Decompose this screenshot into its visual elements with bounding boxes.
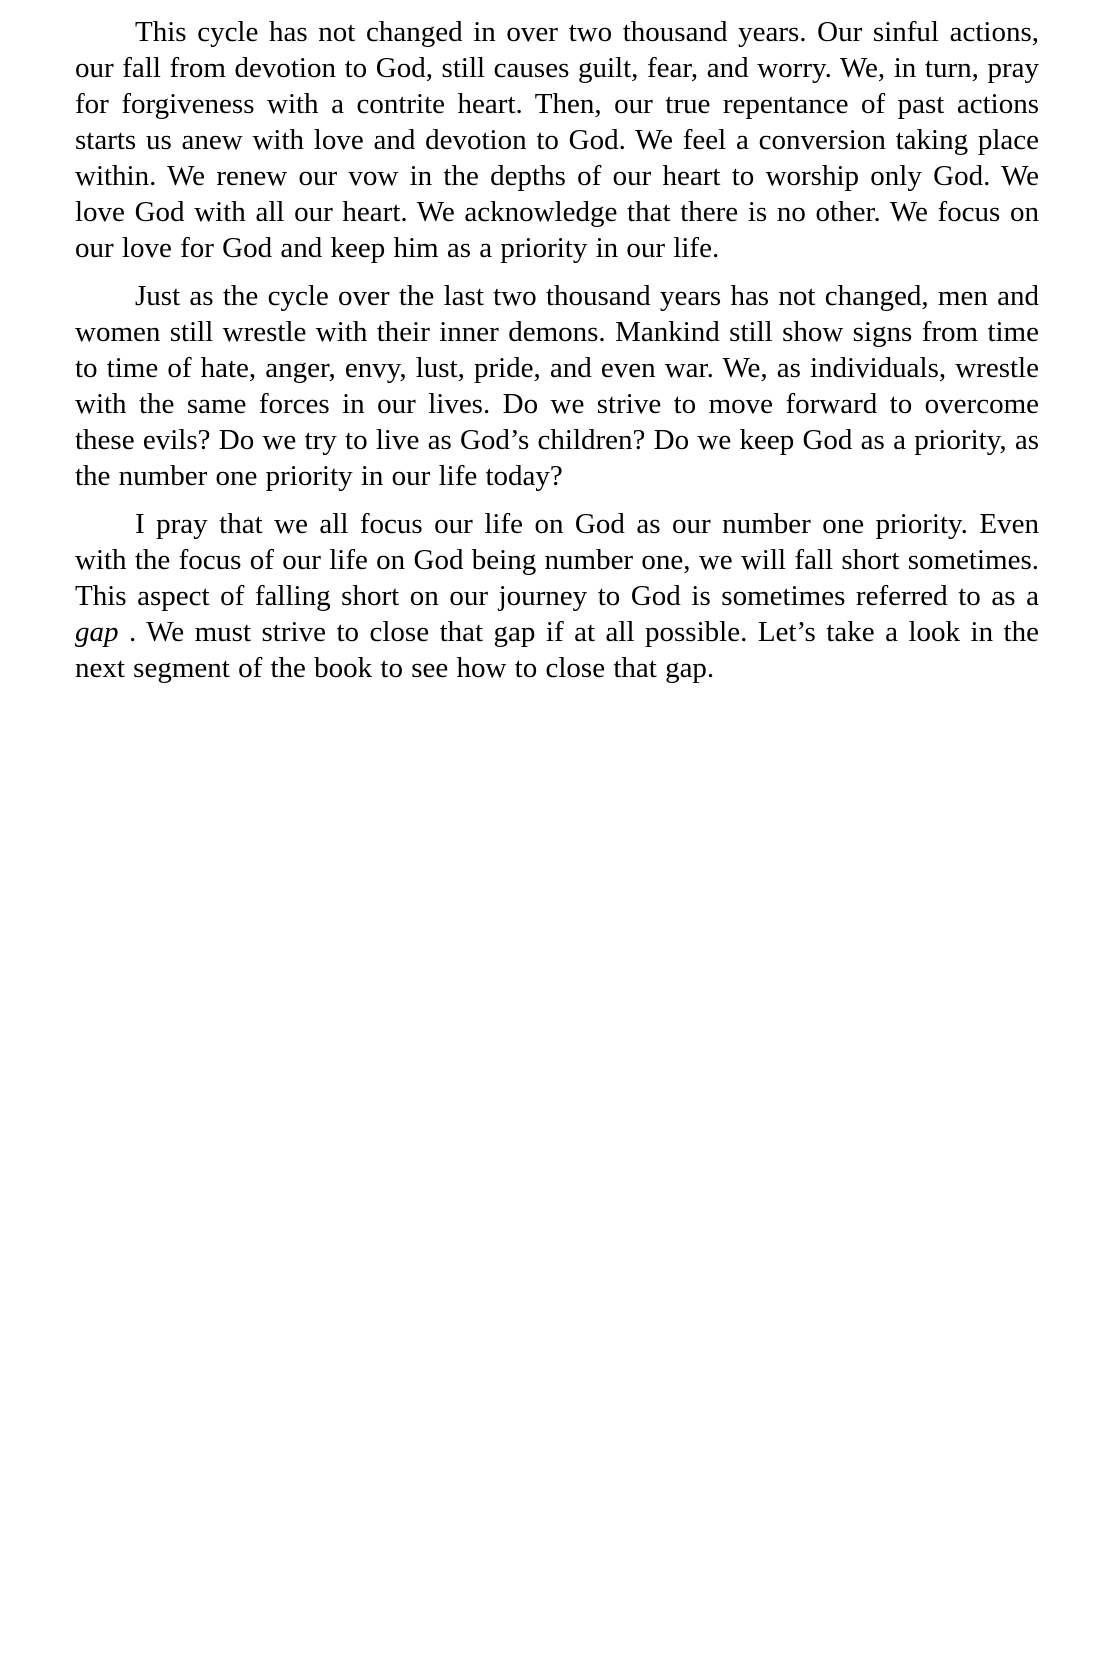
paragraph-3-text-before-italic: I pray that we all focus our life on God as our number one priority. Even with the focus of our life on God being number one, we will fall short sometimes. This aspect of falling short on our journey to God is sometimes referred to as a [75,508,1039,612]
paragraph-3-text-after-italic: . We must strive to close that gap if at all possible. Let’s take a look in the next segment of the book to see how to close that gap. [75,616,1039,684]
paragraph-3-italic-word: gap [75,616,119,648]
paragraph-1: This cycle has not changed in over two thousand years. Our sinful actions, our fall from devotion to God, still causes guilt, fear, and worry. We, in turn, pray for forgiveness with a contrite heart. Then, our true repentance of past actions starts us anew with love and devotion to God. We feel a conversion taking place within. We renew our vow in the depths of our heart to worship only God. We love God with all our heart. We acknowledge that there is no other. We focus on our love for God and keep him as a priority in our life. [75,16,1039,264]
paragraph-3 [75,506,1039,686]
paragraph-2: Just as the cycle over the last two thousand years has not changed, men and women still wrestle with their inner demons. Mankind still show signs from time to time of hate, anger, envy, lust, pride, and even war. We, as individuals, wrestle with the same forces in our lives. Do we strive to move forward to overcome these evils? Do we try to live as God’s children? Do we keep God as a priority, as the number one priority in our life today? [75,280,1039,492]
body-text-block [75,14,1039,686]
